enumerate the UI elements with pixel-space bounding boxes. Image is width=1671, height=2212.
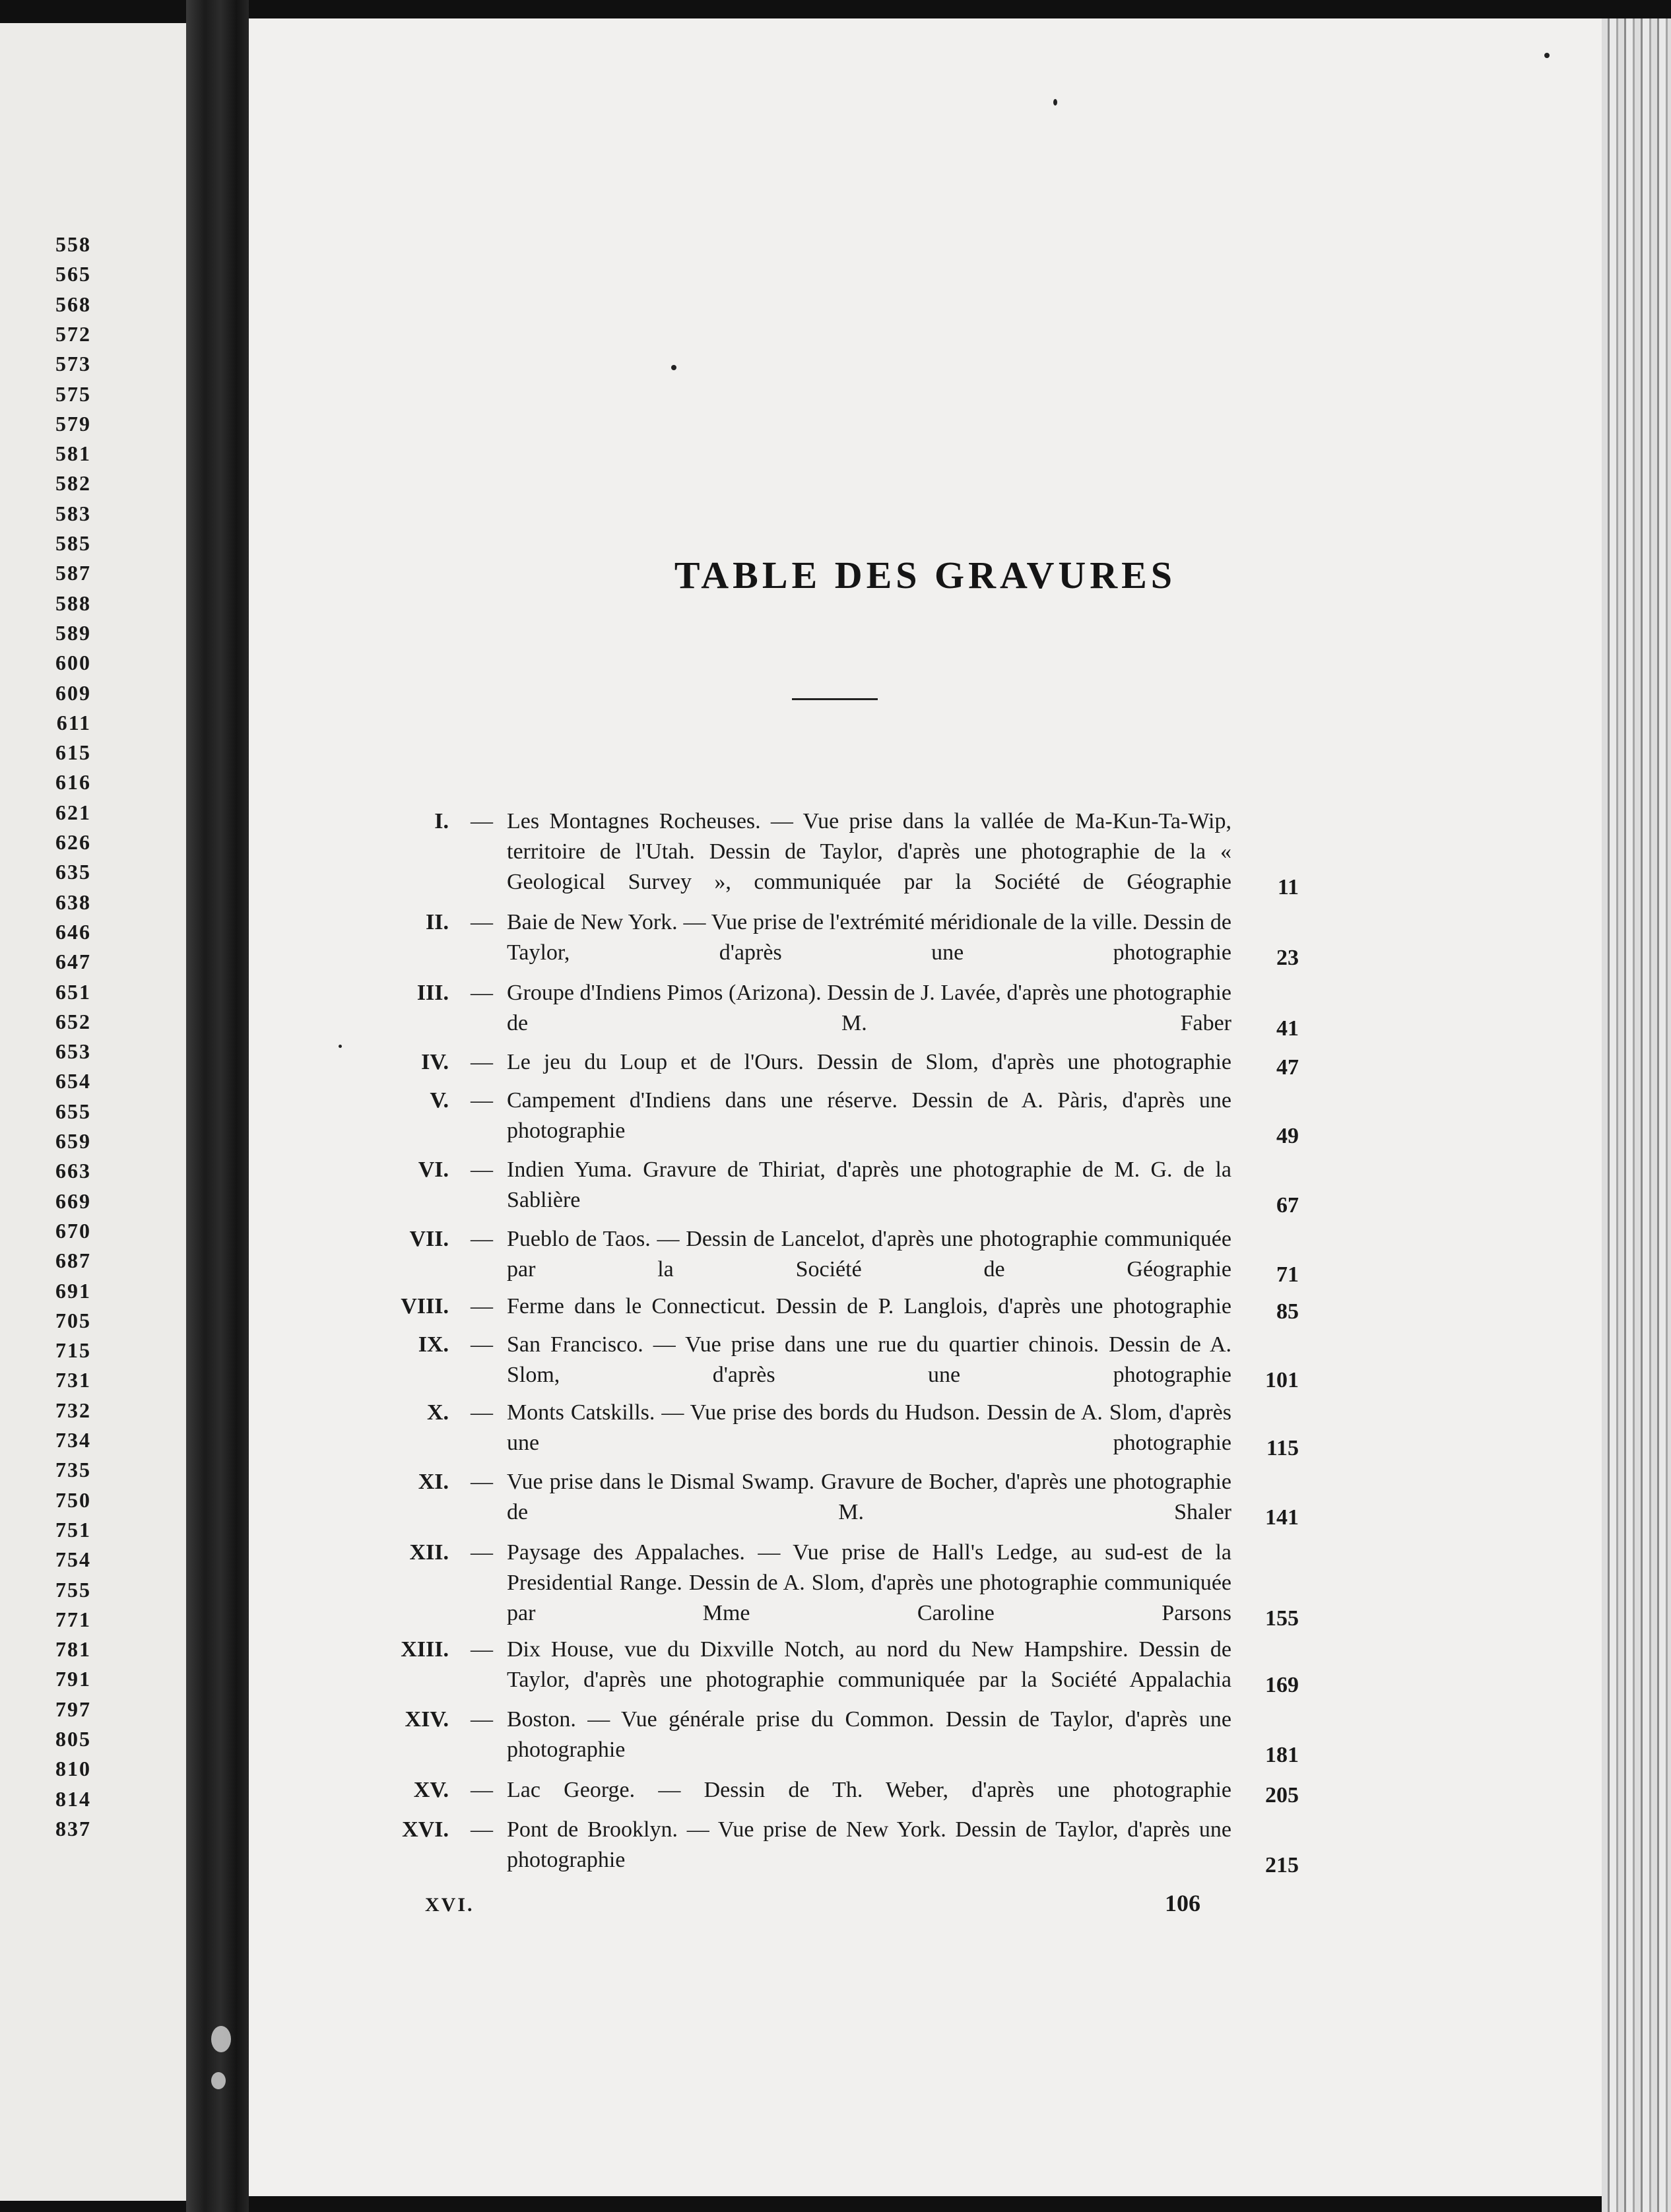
entry-roman-numeral: XI.	[418, 1470, 449, 1494]
entry-page-number: 71	[1276, 1262, 1299, 1287]
left-page-number: 583	[55, 501, 91, 525]
left-page-number: 754	[55, 1547, 91, 1572]
left-page-number: 810	[55, 1757, 91, 1781]
engraving-entry	[376, 1330, 1320, 1390]
left-page-number: 652	[55, 1009, 91, 1033]
entry-caption	[507, 1330, 1231, 1390]
entry-caption	[507, 1291, 1231, 1322]
entry-roman-numeral: XII.	[409, 1540, 449, 1565]
left-page-number: 691	[55, 1278, 91, 1303]
entry-roman-numeral: XVI.	[402, 1817, 449, 1842]
entry-caption-text: Baie de New York. — Vue prise de l'extrémité méridionale de la ville. Dessin de Taylor, d'après une photographie	[507, 910, 1231, 965]
entry-caption-text: Vue prise dans le Dismal Swamp. Gravure de Bocher, d'après une photographie de M. Shaler	[507, 1470, 1231, 1524]
entry-caption-text: Lac George. — Dessin de Th. Weber, d'après une photographie	[507, 1778, 1231, 1802]
left-page-number: 579	[55, 411, 91, 436]
entry-dash: —	[471, 1227, 493, 1251]
engraving-entry	[376, 1538, 1320, 1629]
entry-dash: —	[471, 1088, 493, 1113]
entry-roman-numeral: XIII.	[401, 1637, 449, 1662]
engraving-entry	[376, 1155, 1320, 1216]
entry-page-number: 115	[1266, 1436, 1299, 1460]
entry-caption-text: Ferme dans le Connecticut. Dessin de P. Langlois, d'après une photographie	[507, 1294, 1231, 1318]
entry-page-number: 169	[1265, 1673, 1299, 1697]
entry-page-number: 41	[1276, 1016, 1299, 1041]
left-page-number: 581	[55, 441, 91, 466]
left-page-number: 558	[55, 232, 91, 256]
engraving-entry	[376, 1398, 1320, 1458]
entry-dash: —	[471, 1470, 493, 1494]
entry-caption-text: Pueblo de Taos. — Dessin de Lancelot, d'après une photographie communiquée par la Société de Géographie	[507, 1227, 1231, 1282]
left-page-number: 670	[55, 1218, 91, 1243]
gutter-stain	[211, 2072, 226, 2089]
ink-speck	[1053, 99, 1057, 106]
entry-roman-numeral: X.	[426, 1400, 449, 1425]
entry-caption	[507, 1635, 1231, 1695]
left-page-number: 646	[55, 919, 91, 944]
entry-page-number: 11	[1277, 875, 1299, 899]
ink-speck	[1544, 53, 1550, 58]
entry-caption	[507, 1538, 1231, 1629]
entry-caption	[507, 1775, 1231, 1805]
entry-caption-text: San Francisco. — Vue prise dans une rue du quartier chinois. Dessin de A. Slom, d'après une photographie	[507, 1332, 1231, 1387]
left-page-number: 659	[55, 1129, 91, 1153]
entry-page-number: 215	[1265, 1853, 1299, 1877]
title-rule	[792, 698, 878, 700]
entry-page-number: 141	[1265, 1505, 1299, 1530]
engraving-entry	[376, 806, 1320, 897]
left-page-number: 805	[55, 1727, 91, 1751]
left-page-number: 771	[55, 1607, 91, 1631]
left-page-number: 589	[55, 620, 91, 645]
left-page-number: 731	[55, 1368, 91, 1392]
entry-roman-numeral: III.	[416, 981, 449, 1005]
entry-roman-numeral: VIII.	[401, 1294, 449, 1318]
left-page-number: 653	[55, 1039, 91, 1064]
left-page-number: 781	[55, 1637, 91, 1662]
left-page-number: 572	[55, 321, 91, 346]
entry-caption	[507, 1155, 1231, 1216]
left-page-number: 647	[55, 950, 91, 974]
page-title: TABLE DES GRAVURES	[674, 554, 1177, 597]
page-edges	[1602, 18, 1671, 2212]
entry-page-number: 181	[1265, 1743, 1299, 1767]
entry-caption-text: Pont de Brooklyn. — Vue prise de New York. Dessin de Taylor, d'après une photographie	[507, 1817, 1231, 1872]
ink-speck	[339, 1045, 342, 1048]
engraving-entry	[376, 1705, 1320, 1765]
book-gutter	[186, 0, 249, 2212]
entry-dash: —	[471, 1294, 493, 1318]
left-page-number: 626	[55, 830, 91, 854]
entry-caption-text: Monts Catskills. — Vue prise des bords du Hudson. Dessin de A. Slom, d'après une photographie	[507, 1400, 1231, 1455]
left-page-number: 588	[55, 591, 91, 615]
left-page-number: 587	[55, 561, 91, 585]
entry-page-number: 23	[1276, 946, 1299, 970]
engraving-entry	[376, 1291, 1320, 1322]
entry-dash: —	[471, 809, 493, 833]
left-page-number: 735	[55, 1458, 91, 1482]
entry-page-number: 205	[1265, 1783, 1299, 1807]
entry-page-number: 47	[1276, 1055, 1299, 1080]
entry-caption	[507, 1705, 1231, 1765]
gutter-stain	[211, 2026, 231, 2052]
entry-caption	[507, 1086, 1231, 1146]
entry-dash: —	[471, 1637, 493, 1662]
left-page-number: 651	[55, 979, 91, 1004]
entry-caption-text: Le jeu du Loup et de l'Ours. Dessin de Slom, d'après une photographie	[507, 1050, 1231, 1074]
entry-roman-numeral: I.	[434, 809, 449, 833]
entry-roman-numeral: XV.	[413, 1778, 449, 1802]
entry-dash: —	[471, 910, 493, 934]
entry-caption	[507, 1467, 1231, 1528]
entry-roman-numeral: VI.	[418, 1157, 449, 1182]
left-page-number: 750	[55, 1487, 91, 1512]
entry-caption	[507, 1815, 1231, 1875]
left-page-number: 621	[55, 800, 91, 824]
entry-dash: —	[471, 1540, 493, 1565]
left-page-number: 687	[55, 1249, 91, 1273]
entry-dash: —	[471, 1817, 493, 1842]
engraving-entry	[376, 1467, 1320, 1528]
left-page-number: 600	[55, 651, 91, 675]
entry-page-number: 49	[1276, 1124, 1299, 1148]
sheet-number: 106	[1165, 1890, 1200, 1916]
left-page-number: 654	[55, 1069, 91, 1093]
entry-caption	[507, 907, 1231, 968]
left-page-number: 755	[55, 1577, 91, 1602]
entry-roman-numeral: VII.	[409, 1227, 449, 1251]
left-page-number: 663	[55, 1159, 91, 1183]
left-page-number: 837	[55, 1816, 91, 1840]
engraving-entry	[376, 907, 1320, 968]
signature-mark: XVI.	[425, 1894, 475, 1916]
entry-caption	[507, 1224, 1231, 1285]
left-page-number: 609	[55, 680, 91, 705]
left-page-number: 705	[55, 1308, 91, 1332]
entry-caption-text: Paysage des Appalaches. — Vue prise de Hall's Ledge, au sud-est de la Presidential Range. Dessin de A. Slom, d'après une photographie communiquée par Mme Caroline Parsons	[507, 1540, 1231, 1625]
ink-speck	[671, 365, 676, 370]
entry-caption	[507, 1047, 1231, 1078]
left-page-number: 669	[55, 1188, 91, 1213]
engraving-entry	[376, 978, 1320, 1039]
entry-page-number: 67	[1276, 1193, 1299, 1218]
left-page-number: 791	[55, 1667, 91, 1691]
left-facing-page	[0, 23, 186, 2201]
entry-caption	[507, 1398, 1231, 1458]
left-page-number: 797	[55, 1697, 91, 1721]
entry-roman-numeral: XIV.	[405, 1707, 449, 1732]
left-page-number: 575	[55, 381, 91, 406]
entry-caption-text: Campement d'Indiens dans une réserve. Dessin de A. Pàris, d'après une photographie	[507, 1088, 1231, 1143]
entry-caption-text: Dix House, vue du Dixville Notch, au nord du New Hampshire. Dessin de Taylor, d'après une photographie communiquée par la Société Appalachia	[507, 1637, 1231, 1692]
entry-caption-text: Groupe d'Indiens Pimos (Arizona). Dessin de J. Lavée, d'après une photographie de M. Faber	[507, 981, 1231, 1035]
entry-caption-text: Boston. — Vue générale prise du Common. Dessin de Taylor, d'après une photographie	[507, 1707, 1231, 1762]
left-page-number: 638	[55, 890, 91, 914]
entry-dash: —	[471, 1707, 493, 1732]
left-page-number: 615	[55, 740, 91, 765]
left-page-number: 814	[55, 1786, 91, 1811]
entry-caption	[507, 806, 1231, 897]
entry-roman-numeral: IX.	[418, 1332, 449, 1357]
entry-page-number: 85	[1276, 1299, 1299, 1324]
left-page-number: 616	[55, 770, 91, 795]
left-page-number: 715	[55, 1338, 91, 1363]
left-page-number: 732	[55, 1398, 91, 1422]
left-page-number: 751	[55, 1517, 91, 1542]
engraving-entry	[376, 1775, 1320, 1805]
entry-caption-text: Indien Yuma. Gravure de Thiriat, d'après une photographie de M. G. de la Sablière	[507, 1157, 1231, 1212]
left-page-number: 635	[55, 860, 91, 884]
entry-roman-numeral: II.	[426, 910, 449, 934]
entry-caption-text: Les Montagnes Rocheuses. — Vue prise dans la vallée de Ma-Kun-Ta-Wip, territoire de l'Utah. Dessin de Taylor, d'après une photographie de la « Geological Survey », communiquée par la Société de Géographie	[507, 809, 1231, 894]
left-page-number: 582	[55, 471, 91, 496]
engraving-entry	[376, 1047, 1320, 1078]
left-page-number: 655	[55, 1099, 91, 1123]
entry-caption	[507, 978, 1231, 1039]
entry-dash: —	[471, 981, 493, 1005]
entry-roman-numeral: IV.	[421, 1050, 449, 1074]
entry-dash: —	[471, 1157, 493, 1182]
entry-dash: —	[471, 1400, 493, 1425]
entry-dash: —	[471, 1050, 493, 1074]
left-page-number: 568	[55, 292, 91, 316]
engraving-entry	[376, 1224, 1320, 1285]
left-page-number: 585	[55, 531, 91, 555]
engraving-entry	[376, 1815, 1320, 1875]
entry-roman-numeral: V.	[430, 1088, 449, 1113]
entry-dash: —	[471, 1778, 493, 1802]
left-page-number: 611	[56, 710, 91, 734]
entry-page-number: 155	[1265, 1606, 1299, 1631]
engraving-entry	[376, 1086, 1320, 1146]
left-page-number: 734	[55, 1428, 91, 1452]
entry-dash: —	[471, 1332, 493, 1357]
engraving-entry	[376, 1635, 1320, 1695]
left-page-number: 565	[55, 262, 91, 286]
entry-page-number: 101	[1265, 1368, 1299, 1392]
left-page-number: 573	[55, 352, 91, 376]
